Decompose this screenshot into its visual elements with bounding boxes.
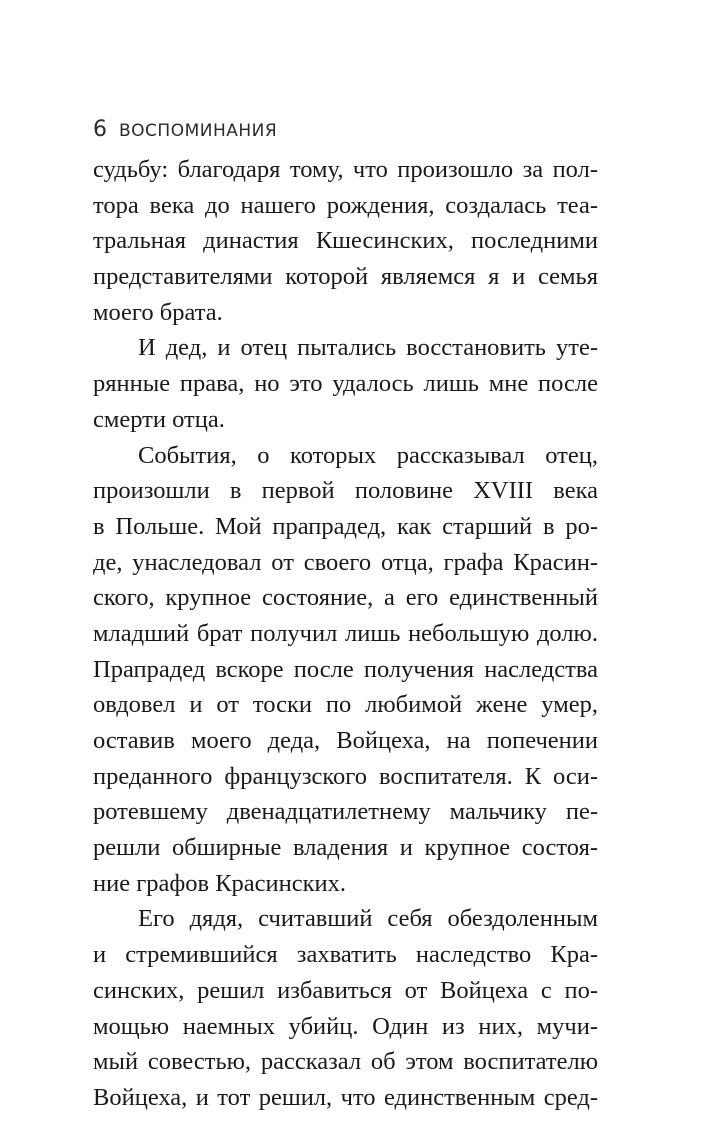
text-line: овдовел и от тоски по любимой жене умер, — [93, 691, 598, 719]
page-number: 6 — [93, 117, 107, 142]
text-line: судьбу: благодаря тому, что произошло за пол- — [93, 156, 598, 183]
text-line: и стремившийся захватить наследство Кра- — [93, 941, 598, 969]
text-line: в Польше. Мой прапрадед, как старший в ро- — [93, 512, 598, 540]
text-line: мощью наемных убийц. Один из них, мучи- — [93, 1012, 598, 1040]
text-line: Прапрадед вскоре после получения наследства — [93, 655, 598, 683]
text-line: смерти отца. — [93, 405, 225, 433]
text-line: тральная династия Кшесинских, последними — [93, 227, 598, 255]
text-line: События, о которых рассказывал отец, — [138, 441, 598, 469]
text-line: представителями которой являемся я и семья — [93, 263, 598, 291]
text-line: ского, крупное состояние, а его единственный — [93, 584, 598, 612]
text-line: синских, решил избавиться от Войцеха с по- — [93, 976, 598, 1004]
text-line: Его дядя, считавший себя обездоленным — [138, 905, 598, 933]
text-line: преданного французского воспитателя. К оси- — [93, 762, 598, 790]
text-line: оставив моего деда, Войцеха, на попечении — [93, 727, 598, 754]
text-line: младший брат получил лишь небольшую долю. — [93, 619, 598, 647]
text-line: мый совестью, рассказал об этом воспитателю — [93, 1048, 598, 1076]
body-text — [93, 152, 598, 1116]
text-line: ротевшему двенадцатилетнему мальчику пе- — [93, 798, 598, 826]
text-line: де, унаследовал от своего отца, графа Красин- — [93, 548, 598, 576]
text-line: рянные права, но это удалось лишь мне после — [93, 370, 598, 398]
text-line: произошли в первой половине XVIII века — [93, 477, 598, 505]
text-line: решли обширные владения и крупное состоя- — [93, 834, 598, 862]
text-line: И дед, и отец пытались восстановить уте- — [138, 334, 598, 362]
text-line: Войцеха, и тот решил, что единственным сред- — [93, 1083, 598, 1111]
text-line: ние графов Красинских. — [93, 869, 347, 897]
text-line: моего брата. — [93, 298, 223, 326]
section-title: ВОСПОМИНАНИЯ — [119, 121, 278, 141]
running-head — [93, 117, 277, 142]
text-line: тора века до нашего рождения, создалась теа- — [93, 191, 598, 219]
